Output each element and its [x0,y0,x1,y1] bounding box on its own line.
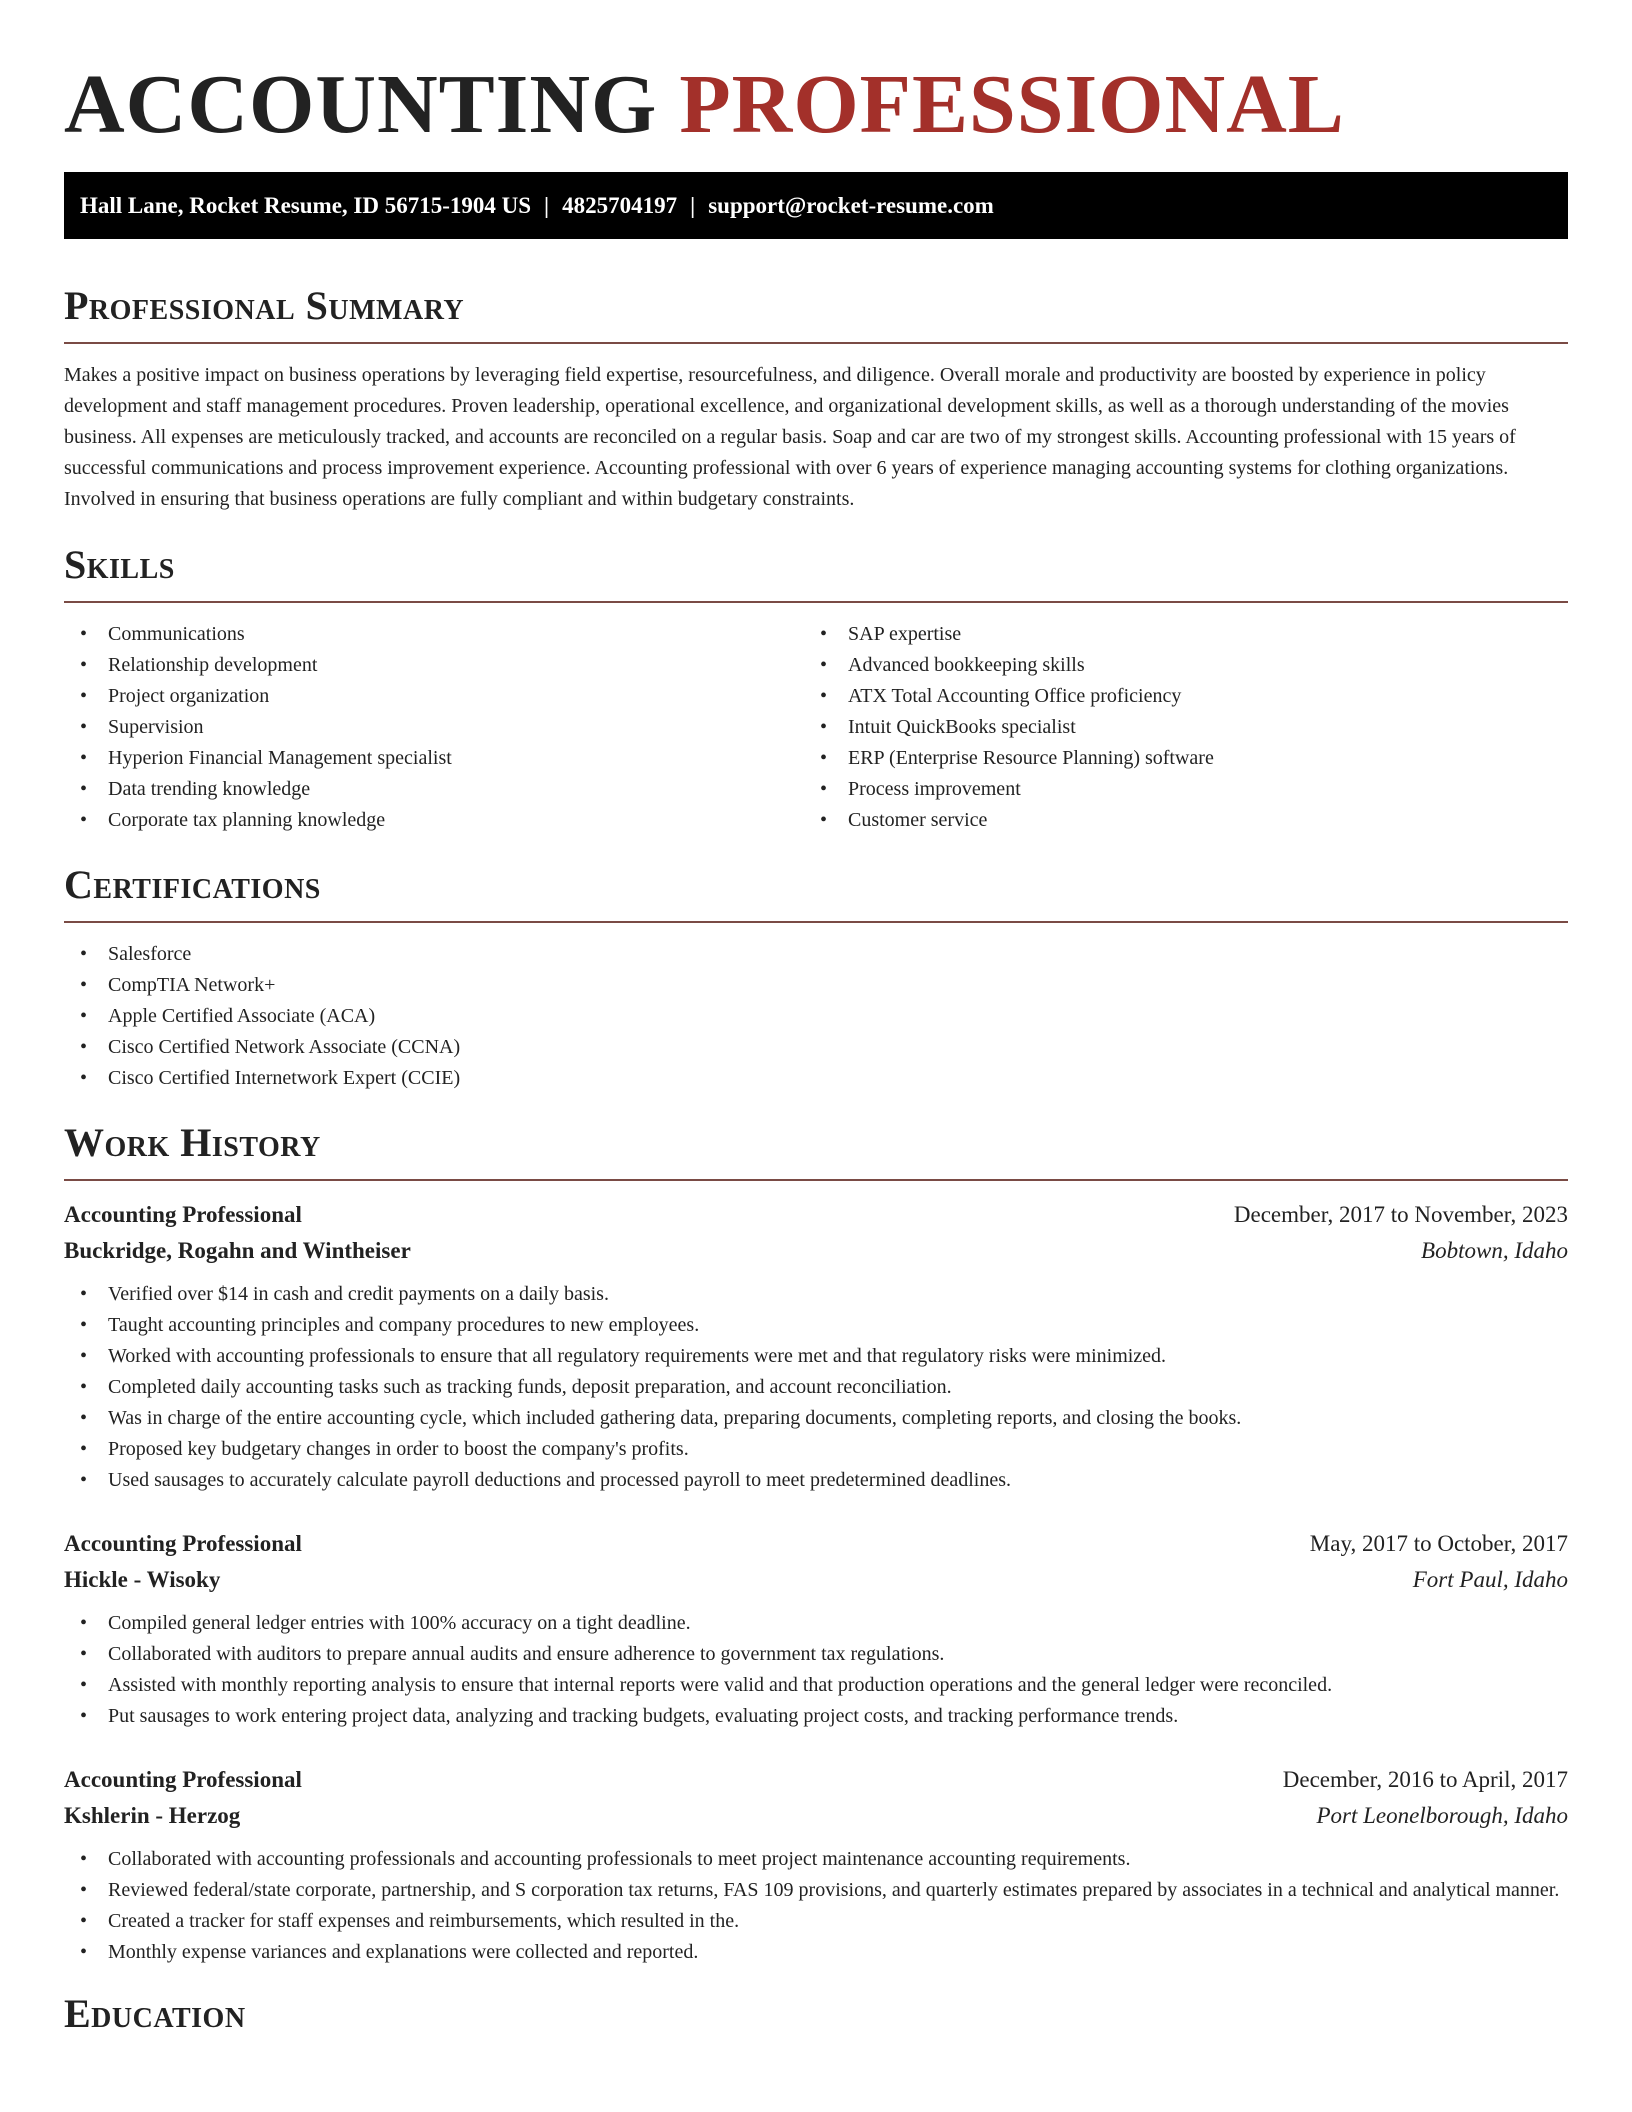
section-title-work-history: Work History [64,1120,321,1165]
job-location: Fort Paul, Idaho [1412,1567,1568,1592]
certifications-section [64,861,1568,1094]
section-divider [64,601,1568,603]
section-title-summary: Professional Summary [64,283,465,328]
job-subheader-row [64,1798,1568,1834]
summary-text: Makes a positive impact on business operations by leveraging field expertise, resourcefulness, and diligence. Overall morale and productivity are boosted by experience in policy development and staff management procedures. Proven leadership, operational excellence, and organizational development skills, as well as a thorough understanding of the movies business. All expenses are meticulously tracked, and accounts are reconciled on a regular basis. Soap and car are two of my strongest skills. Accounting professional with 15 years of successful communications and process improvement experience. Accounting professional with over 6 years of experience managing accounting systems for clothing organizations. Involved in ensuring that business operations are fully compliant and within budgetary constraints. [64,364,1516,510]
job-title: Accounting Professional [64,1531,302,1556]
section-title-certifications: Certifications [64,862,321,907]
job-entry [64,1526,1568,1732]
skills-section [64,541,1568,836]
skill-item: • ERP (Enterprise Resource Planning) software [804,743,1544,774]
section-divider [64,342,1568,344]
job-header-row [64,1526,1568,1562]
certification-item: • Cisco Certified Internetwork Expert (CCIE) [64,1063,1568,1094]
contact-separator: | [544,193,550,218]
skill-item: • Hyperion Financial Management specialist [64,743,804,774]
job-location: Port Leonelborough, Idaho [1316,1803,1568,1828]
skill-item: • Relationship development [64,650,804,681]
job-dates: December, 2017 to November, 2023 [1233,1202,1568,1227]
job-bullet: • Was in charge of the entire accounting cycle, which included gathering data, preparing documents, completing reports, and closing the books. [64,1403,1568,1434]
summary-section [64,282,1568,515]
section-divider [64,1179,1568,1181]
job-entry [64,1762,1568,1968]
job-bullet: • Put sausages to work entering project data, analyzing and tracking budgets, evaluating project costs, and tracking performance trends. [64,1701,1568,1732]
job-company: Hickle - Wisoky [64,1567,221,1592]
skill-item: • Data trending knowledge [64,774,804,805]
job-bullet: • Compiled general ledger entries with 100% accuracy on a tight deadline. [64,1608,1568,1639]
contact-address: Hall Lane, Rocket Resume, ID 56715-1904 US [80,193,532,218]
contact-bar [64,172,1568,239]
job-bullet: • Collaborated with accounting professionals and accounting professionals to meet project maintenance accounting requirements. [64,1844,1568,1875]
skills-columns [64,619,1568,836]
job-company: Kshlerin - Herzog [64,1803,241,1828]
job-entry [64,1197,1568,1496]
skill-item: • SAP expertise [804,619,1544,650]
skill-item: • Corporate tax planning knowledge [64,805,804,836]
job-bullets [64,1608,1568,1732]
resume-page [64,0,1568,2038]
skill-item: • Process improvement [804,774,1544,805]
job-bullet: • Worked with accounting professionals to ensure that all regulatory requirements were met and that regulatory risks were minimized. [64,1341,1568,1372]
skill-item: • Supervision [64,712,804,743]
job-bullet: • Proposed key budgetary changes in order to boost the company's profits. [64,1434,1568,1465]
contact-email: support@rocket-resume.com [708,193,994,218]
certification-item: • Cisco Certified Network Associate (CCNA) [64,1032,1568,1063]
job-location: Bobtown, Idaho [1421,1238,1568,1263]
contact-phone: 4825704197 [562,193,678,218]
skills-list-left [64,619,804,836]
job-bullet: • Created a tracker for staff expenses and reimbursements, which resulted in the. [64,1906,1568,1937]
resume-name [64,0,1568,152]
job-bullet: • Used sausages to accurately calculate payroll deductions and processed payroll to meet predetermined deadlines. [64,1465,1568,1496]
job-dates: May, 2017 to October, 2017 [1309,1531,1568,1556]
job-bullet: • Assisted with monthly reporting analysis to ensure that internal reports were valid and that production operations and the general ledger were reconciled. [64,1670,1568,1701]
job-bullet: • Verified over $14 in cash and credit payments on a daily basis. [64,1279,1568,1310]
skill-item: • ATX Total Accounting Office proficiency [804,681,1544,712]
job-company: Buckridge, Rogahn and Wintheiser [64,1238,411,1263]
skill-item: • Communications [64,619,804,650]
skill-item: • Advanced bookkeeping skills [804,650,1544,681]
section-title-education: Education [64,1991,246,2036]
certification-item: • Salesforce [64,939,1568,970]
name-last: PROFESSIONAL [679,58,1345,151]
job-title: Accounting Professional [64,1767,302,1792]
certifications-list [64,939,1568,1094]
education-section [64,1990,1568,2038]
job-bullets [64,1844,1568,1968]
job-bullet: • Reviewed federal/state corporate, partnership, and S corporation tax returns, FAS 109 provisions, and quarterly estimates prepared by associates in a technical and analytical manner. [64,1875,1568,1906]
name-first: ACCOUNTING [64,58,658,151]
job-subheader-row [64,1562,1568,1598]
certification-item: • Apple Certified Associate (ACA) [64,1001,1568,1032]
job-bullet: • Collaborated with auditors to prepare annual audits and ensure adherence to government tax regulations. [64,1639,1568,1670]
job-title: Accounting Professional [64,1202,302,1227]
job-header-row [64,1197,1568,1233]
certification-item: • CompTIA Network+ [64,970,1568,1001]
job-bullet: • Taught accounting principles and company procedures to new employees. [64,1310,1568,1341]
job-header-row [64,1762,1568,1798]
job-subheader-row [64,1233,1568,1269]
job-bullet: • Monthly expense variances and explanations were collected and reported. [64,1937,1568,1968]
job-bullets [64,1279,1568,1496]
section-title-skills: Skills [64,542,175,587]
work-history-section [64,1119,1568,1968]
skill-item: • Intuit QuickBooks specialist [804,712,1544,743]
section-divider [64,921,1568,923]
skills-list-right [804,619,1544,836]
contact-separator: | [690,193,696,218]
skill-item: • Project organization [64,681,804,712]
job-dates: December, 2016 to April, 2017 [1282,1767,1568,1792]
job-bullet: • Completed daily accounting tasks such as tracking funds, deposit preparation, and account reconciliation. [64,1372,1568,1403]
skill-item: • Customer service [804,805,1544,836]
